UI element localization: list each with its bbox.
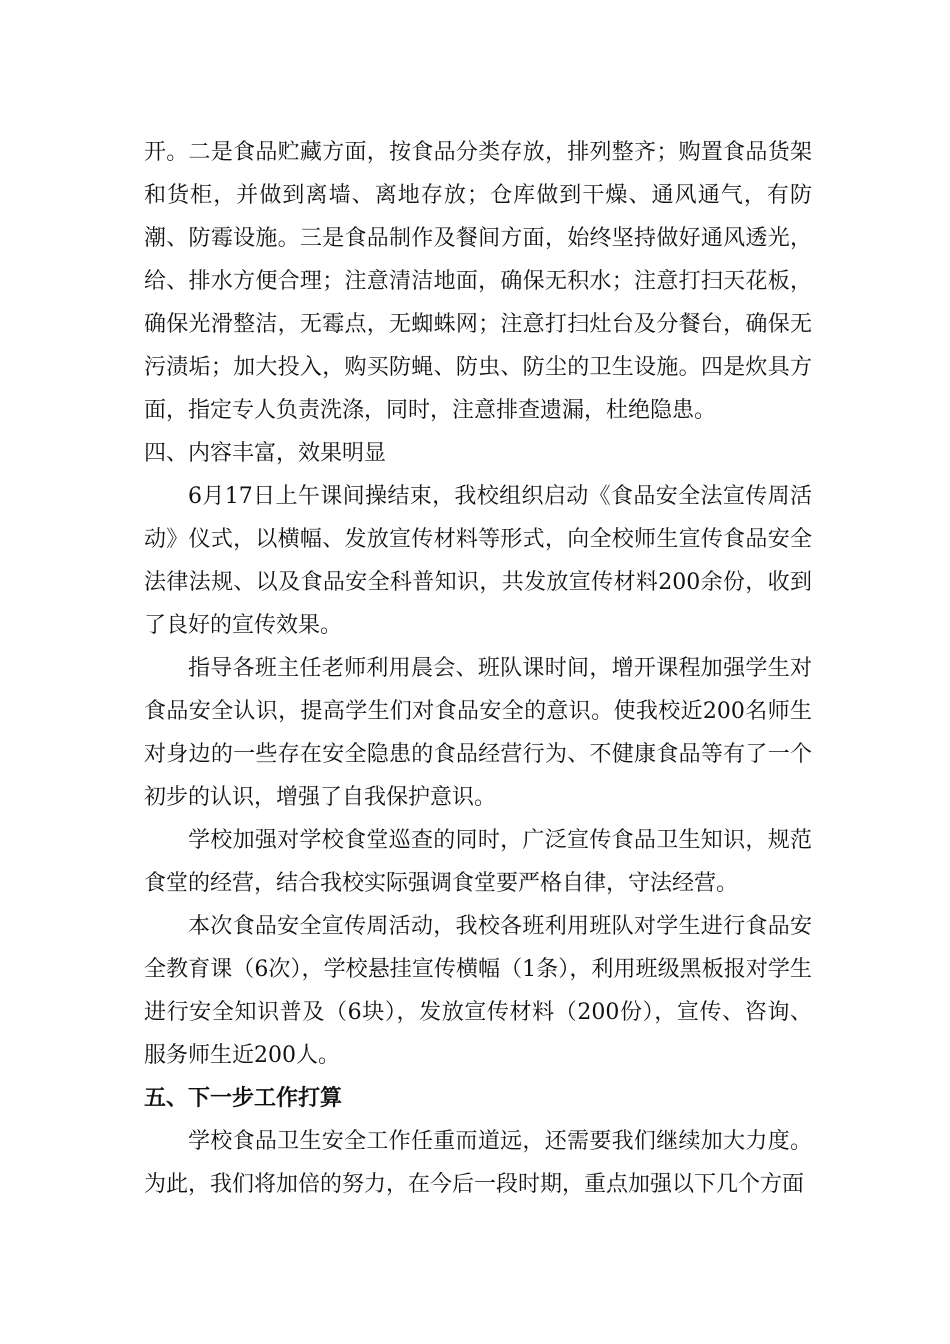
paragraph-activity-summary: 本次食品安全宣传周活动，我校各班利用班队对学生进行食品安全教育课（6次），学校悬挂宣传横幅（1条），利用班级黑板报对学生进行安全知识普及（6块），发放宣传材料（200份），宣传、咨询、服务师生近200人。 (144, 914, 812, 1068)
paragraph-next-steps: 学校食品卫生安全工作任重而道远，还需要我们继续加大力度。为此，我们将加倍的努力，在今后一段时期，重点加强以下几个方面 (144, 1129, 812, 1197)
document-body (144, 131, 812, 1206)
paragraph-class-teachers: 指导各班主任老师利用晨会、班队课时间，增开课程加强学生对食品安全认识，提高学生们对食品安全的意识。使我校近200名师生对身边的一些存在安全隐患的食品经营行为、不健康食品等有了一个初步的认识，增强了自我保护意识。 (144, 656, 812, 810)
section-heading-4: 四、内容丰富，效果明显 (144, 441, 387, 466)
paragraph-canteen-inspection: 学校加强对学校食堂巡查的同时，广泛宣传食品卫生知识，规范食堂的经营，结合我校实际强调食堂要严格自律，守法经营。 (144, 828, 812, 896)
paragraph-launch-ceremony: 6月17日上午课间操结束，我校组织启动《食品安全法宣传周活动》仪式，以横幅、发放宣传材料等形式，向全校师生宣传食品安全法律法规、以及食品安全科普知识，共发放宣传材料200余份，收到了良好的宣传效果。 (144, 484, 812, 638)
paragraph-storage-and-kitchen: 开。二是食品贮藏方面，按食品分类存放，排列整齐；购置食品货架和货柜，并做到离墙、离地存放；仓库做到干燥、通风通气，有防潮、防霉设施。三是食品制作及餐间方面，始终坚持做好通风透光，给、排水方便合理；注意清洁地面，确保无积水；注意打扫天花板，确保光滑整洁，无霉点，无蜘蛛网；注意打扫灶台及分餐台，确保无污渍垢；加大投入，购买防蝇、防虫、防尘的卫生设施。四是炊具方面，指定专人负责洗涤，同时，注意排查遗漏，杜绝隐患。 (144, 140, 812, 423)
section-heading-5: 五、下一步工作打算 (144, 1086, 343, 1111)
